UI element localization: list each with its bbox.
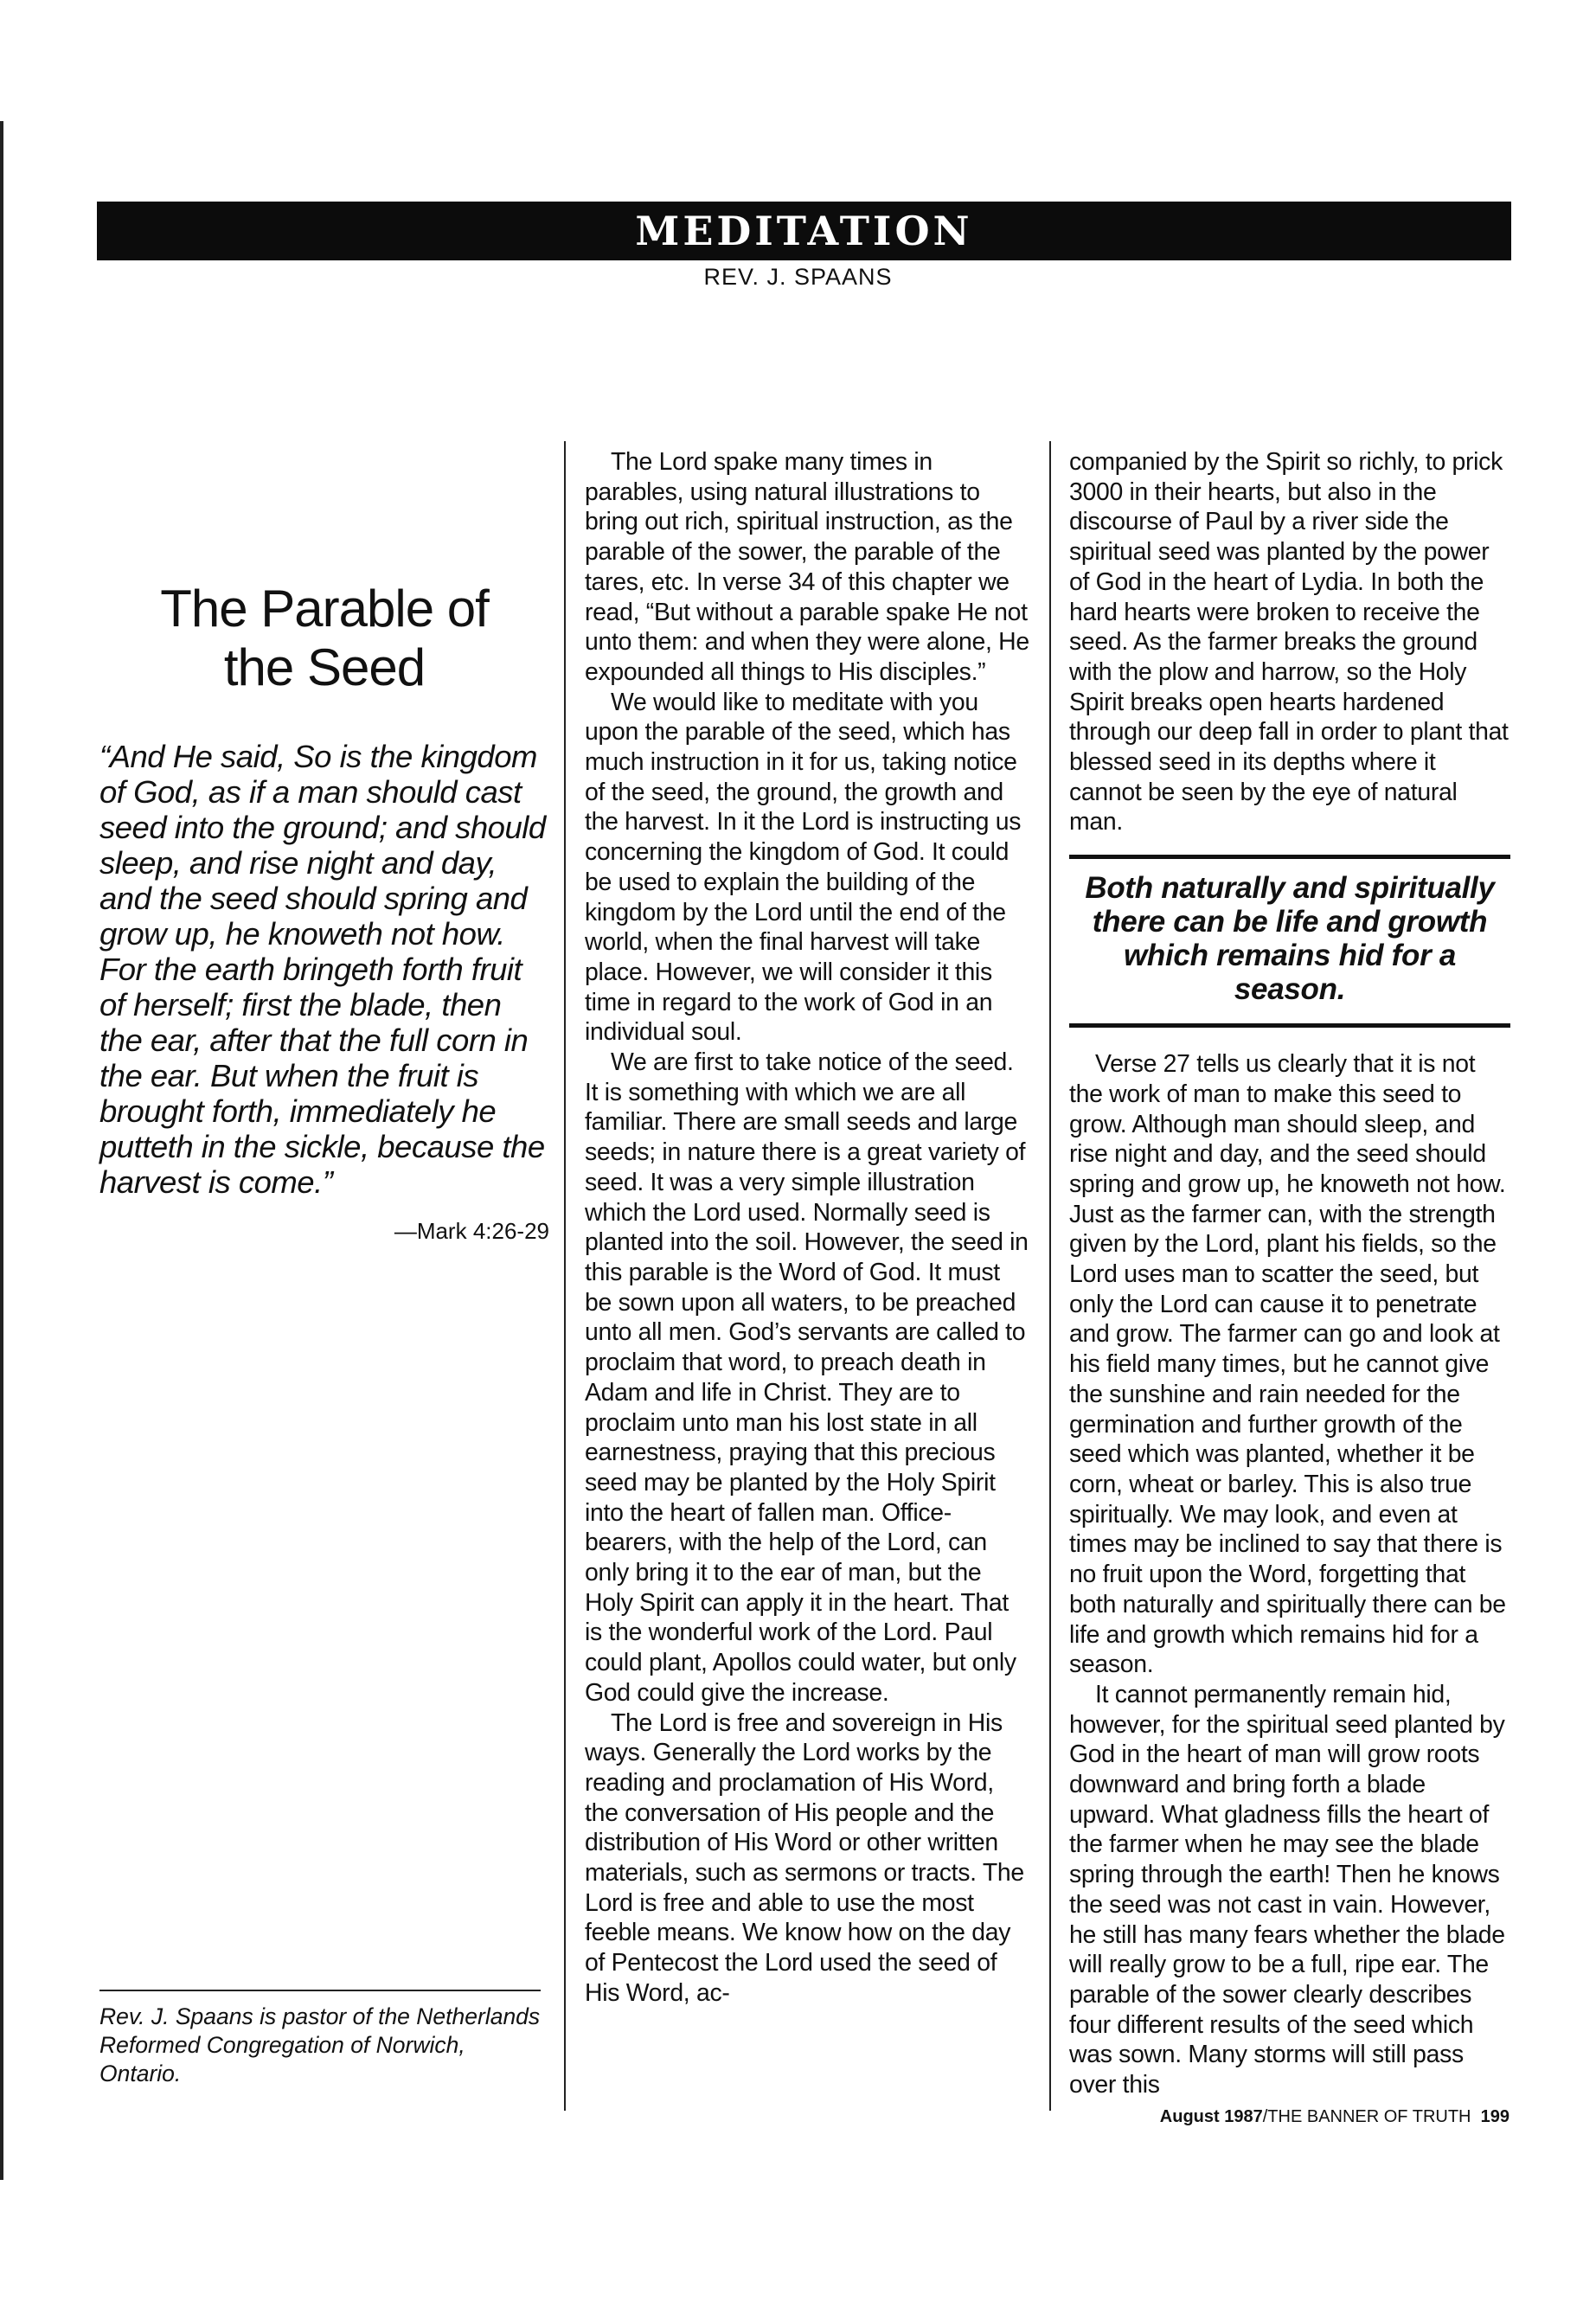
paragraph: We would like to meditate with you upon the parable of the seed, which has much instruction in it for us, taking notice of the seed, the ground, the growth and the harvest. In it the Lord is instructing us concerning the kingdom of God. It could be used to explain the building of the kingdom by the Lord until the end of the world, when the final harvest will take place. However, we will consider it this time in regard to the work of God in an individual soul. xyxy=(585,688,1022,1047)
paragraph: We are first to take notice of the seed. It is something with which we are all familiar. There are small seeds and large seeds; in nature there is a great variety of seed. It was a very simple illustration which the Lord used. Normally seed is planted into the soil. However, the seed in this parable is the Word of God. It must be sown upon all waters, to be preached unto all men. God’s servants are called to proclaim that word, to preach death in Adam and life in Christ. They are to proclaim unto man his lost state in all earnestness, praying that this precious seed may be planted by the Holy Spirit into the heart of fallen man. Office-bearers, with the help of the Lord, can only bring it to the ear of man, but the Holy Spirit can apply it in the heart. That is the wonderful work of the Lord. Paul could plant, Apollos could water, but only God could give the increase. xyxy=(585,1048,1029,1707)
page-footer xyxy=(1160,2107,1509,2127)
page-number: 199 xyxy=(1480,2107,1509,2126)
column-rule-left xyxy=(564,441,566,2111)
author-byline: REV. J. SPAANS xyxy=(703,264,893,290)
paragraph: The Lord is free and sovereign in His ways. Generally the Lord works by the reading and proclamation of His Word, the conversation of His people and the distribution of His Word or other written materials, such as sermons or tracts. The Lord is free and able to use the most feeble means. We know how on the day of Pentecost the Lord used the seed of His Word, ac- xyxy=(585,1708,1024,2007)
scripture-reference: —Mark 4:26-29 xyxy=(394,1218,549,1244)
section-header-bar xyxy=(97,202,1511,260)
article-title-line1: The Parable of xyxy=(160,580,489,638)
right-column xyxy=(1069,447,1510,2100)
footer-publication: /THE BANNER OF TRUTH xyxy=(1262,2107,1471,2126)
scripture-quote: “And He said, So is the kingdom of God, as if a man should cast seed into the ground; and should sleep, and rise night and day, and the seed should spring and grow up, he knoweth not how. For the earth bringeth forth fruit of herself; first the blade, then the ear, after that the full corn in the ear. But when the fruit is brought forth, immediately he putteth in the sickle, because the harvest is come.” xyxy=(99,739,546,1200)
left-column xyxy=(99,580,549,1244)
author-bio: Rev. J. Spaans is pastor of the Netherlands Reformed Congregation of Norwich, Ontario. xyxy=(99,2003,541,2086)
pull-quote: Both naturally and spiritually there can be life and growth which remains hid for a season. xyxy=(1069,855,1510,1028)
column-rule-right xyxy=(1049,441,1051,2111)
paragraph: The Lord spake many times in parables, using natural illustrations to bring out rich, spiritual instruction, as the parable of the sower, the parable of the tares, etc. In verse 34 of this chapter we read, “But without a parable spake He not unto them: and when they were alone, He expounded all things to His disciples.” xyxy=(585,448,1029,686)
article-title-line2: the Seed xyxy=(223,638,426,696)
section-title: MEDITATION xyxy=(635,208,973,254)
scan-edge-line xyxy=(0,121,3,2180)
paragraph: It cannot permanently remain hid, however, for the spiritual seed planted by God in the heart of man will grow roots downward and bring forth a blade upward. What gladness fills the heart of the farmer when he may see the blade spring through the earth! Then he knows the seed was not cast in vain. However, he still has many fears whether the blade will really grow to be a full, ripe ear. The parable of the sower clearly describes four different results of the seed which was sown. Many storms will still pass over this xyxy=(1069,1680,1505,2099)
middle-column xyxy=(585,447,1030,2009)
article-title xyxy=(99,580,549,697)
footer-issue: August 1987 xyxy=(1159,2107,1263,2126)
bio-divider xyxy=(99,1990,541,1991)
paragraph: companied by the Spirit so richly, to prick 3000 in their hearts, but also in the discourse of Paul by a river side the spiritual seed was planted by the power of God in the heart of Lydia. In both the hard hearts were broken to receive the seed. As the farmer breaks the ground with the plow and harrow, so the Holy Spirit breaks open hearts hardened through our deep fall in order to plant that blessed seed in its depths where it cannot be seen by the eye of natural man. xyxy=(1069,448,1509,836)
paragraph: Verse 27 tells us clearly that it is not the work of man to make this seed to grow. Although man should sleep, and rise night and day, and the seed should spring and grow up, he knoweth not how. Just as the farmer can, with the strength given by the Lord, plant his fields, so the Lord uses man to scatter the seed, but only the Lord can cause it to penetrate and grow. The farmer can go and look at his field many times, but he cannot give the sunshine and rain needed for the germination and further growth of the seed which was planted, whether it be corn, wheat or barley. This is also true spiritually. We may look, and even at times may be inclined to say that there is no fruit upon the Word, forgetting that both naturally and spiritually there can be life and growth which remains hid for a season. xyxy=(1069,1050,1506,1679)
